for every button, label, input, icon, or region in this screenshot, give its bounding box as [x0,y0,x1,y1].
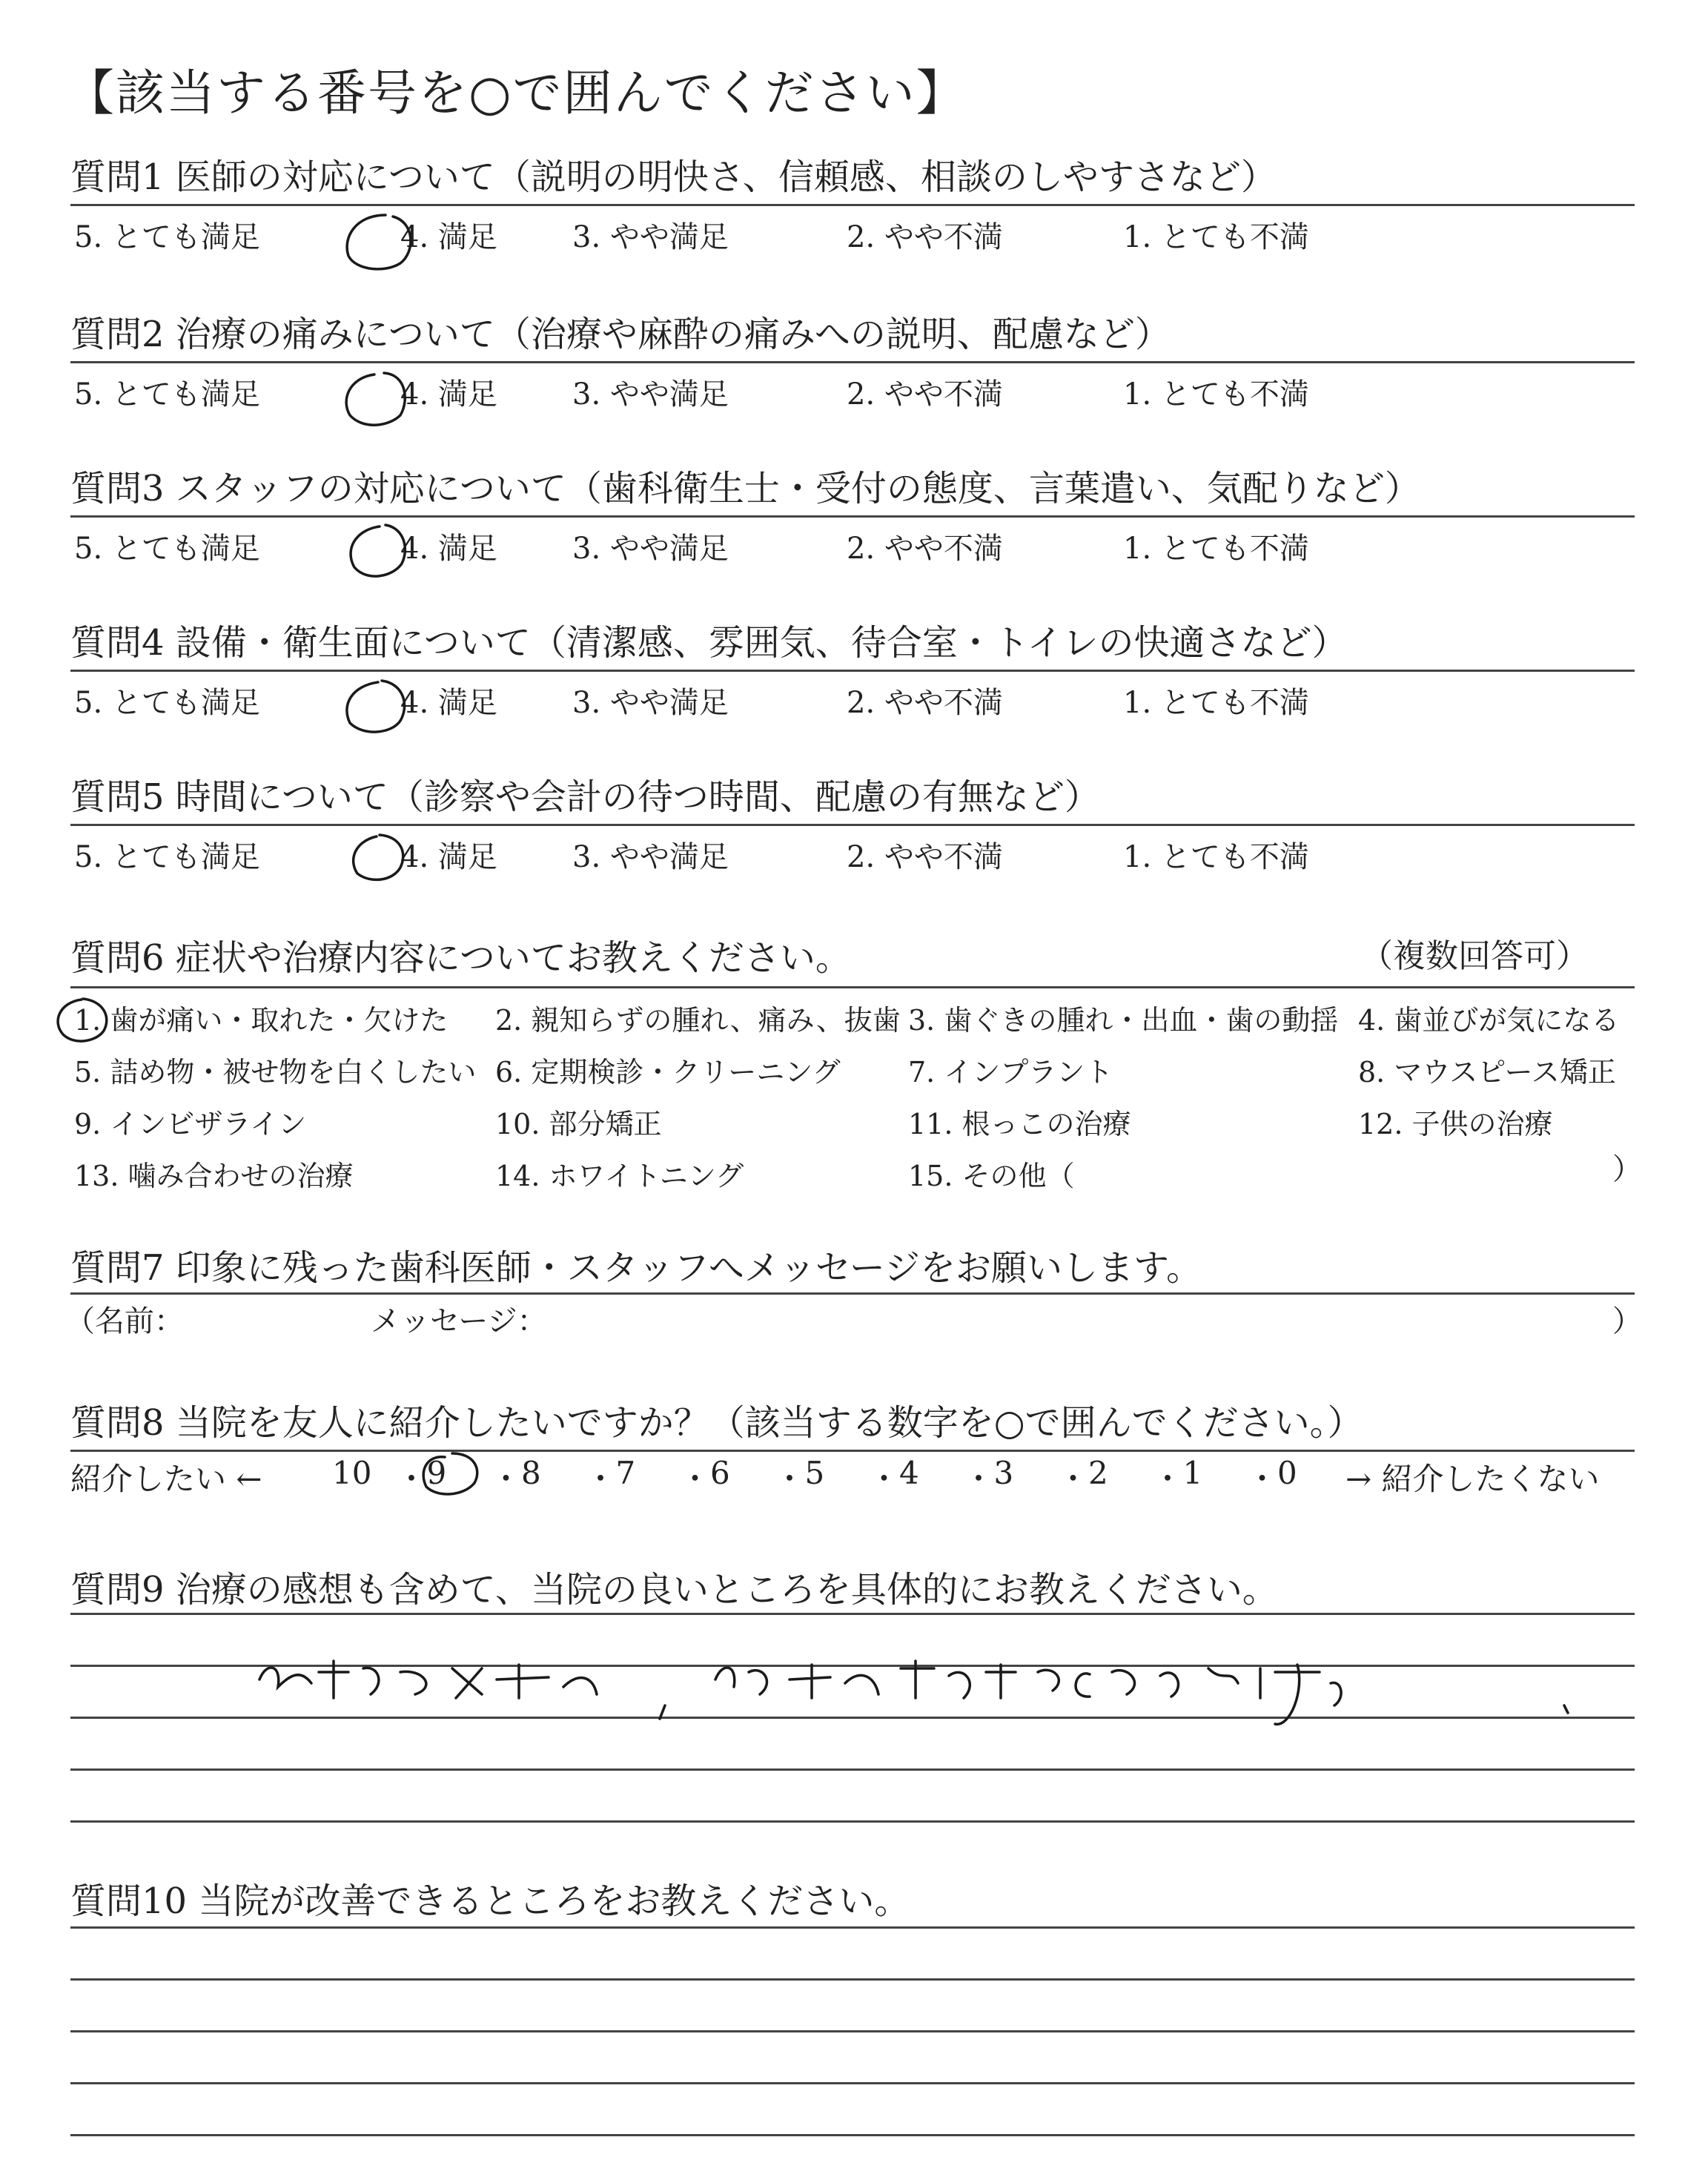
q8-separator-dot: ・ [585,1461,617,1497]
q5-option-very-dissatisfied[interactable]: 1. とても不満 [1123,840,1309,874]
q6-close-paren: ） [1612,1152,1642,1186]
q8-separator-dot: ・ [868,1461,900,1497]
q2-option-very-satisfied[interactable]: 5. とても満足 [74,377,260,412]
q7-title: 質問7 印象に残った歯科医師・スタッフへメッセージをお願いします。 [70,1247,1202,1289]
q3-option-satisfied[interactable]: 4. 満足 [400,532,497,566]
q2-option-satisfied[interactable]: 4. 満足 [400,377,497,412]
q6-option-14[interactable]: 14. ホワイトニング [495,1160,744,1192]
circle-mark-q5 [354,835,403,879]
q3-option-somewhat-dissatisfied[interactable]: 2. やや不満 [847,532,1003,566]
q4-option-very-dissatisfied[interactable]: 1. とても不満 [1123,686,1309,720]
q6-option-6[interactable]: 6. 定期検診・クリーニング [495,1056,841,1089]
q8-separator-dot: ・ [1057,1461,1089,1497]
q1-option-somewhat-dissatisfied[interactable]: 2. やや不満 [847,220,1003,254]
q3-option-very-dissatisfied[interactable]: 1. とても不満 [1123,532,1309,566]
q8-separator-dot: ・ [490,1461,522,1497]
q6-option-11[interactable]: 11. 根っこの治療 [908,1108,1131,1140]
q5-option-satisfied[interactable]: 4. 満足 [400,840,497,874]
q1-option-satisfied[interactable]: 4. 満足 [400,220,497,254]
circle-mark-q3 [351,525,405,576]
q8-separator-dot: ・ [396,1461,428,1497]
q4-option-somewhat-satisfied[interactable]: 3. やや満足 [572,686,729,720]
q10-title: 質問10 当院が改善できるところをお教えください。 [70,1880,910,1922]
q8-score-6[interactable]: 6 [710,1455,730,1491]
q4-option-satisfied[interactable]: 4. 満足 [400,686,497,720]
q8-score-4[interactable]: 4 [899,1455,919,1491]
q1-option-somewhat-satisfied[interactable]: 3. やや満足 [572,220,729,254]
q8-score-0[interactable]: 0 [1277,1455,1297,1491]
q7-message-label[interactable]: メッセージ： [371,1304,547,1338]
q4-title: 質問4 設備・衛生面について（清潔感、雰囲気、待合室・トイレの快適さなど） [70,622,1348,664]
q1-title: 質問1 医師の対応について（説明の明快さ、信頼感、相談のしやすさなど） [70,156,1277,198]
q5-option-very-satisfied[interactable]: 5. とても満足 [74,840,260,874]
q8-separator-dot: ・ [1246,1461,1278,1497]
q8-title: 質問8 当院を友人に紹介したいですか？（該当する数字を○で囲んでください。） [70,1402,1363,1444]
q4-option-very-satisfied[interactable]: 5. とても満足 [74,686,260,720]
q5-option-somewhat-dissatisfied[interactable]: 2. やや不満 [847,840,1003,874]
q8-score-1[interactable]: 1 [1182,1455,1203,1491]
q2-option-somewhat-satisfied[interactable]: 3. やや満足 [572,377,729,412]
q8-separator-dot: ・ [963,1461,995,1497]
q8-left-label: 紹介したい ← [70,1461,262,1497]
q6-option-7[interactable]: 7. インプラント [908,1056,1113,1089]
q5-option-somewhat-satisfied[interactable]: 3. やや満足 [572,840,729,874]
q3-option-somewhat-satisfied[interactable]: 3. やや満足 [572,532,729,566]
q8-score-8[interactable]: 8 [521,1455,541,1491]
q6-option-12[interactable]: 12. 子供の治療 [1358,1108,1553,1140]
q4-option-somewhat-dissatisfied[interactable]: 2. やや不満 [847,686,1003,720]
q8-separator-dot: ・ [774,1461,806,1497]
circle-mark-q8 [423,1453,477,1494]
q6-option-10[interactable]: 10. 部分矯正 [495,1108,662,1140]
circle-mark-q1 [347,215,411,269]
q8-score-3[interactable]: 3 [993,1455,1014,1491]
circle-mark-q4 [347,681,405,732]
q1-option-very-dissatisfied[interactable]: 1. とても不満 [1123,220,1309,254]
handwriting-stroke [259,1661,597,1698]
handwriting-comma [660,1705,665,1719]
q6-option-5[interactable]: 5. 詰め物・被せ物を白くしたい [74,1056,477,1089]
q6-note: （複数回答可） [1360,937,1589,975]
q8-score-9[interactable]: 9 [426,1455,447,1491]
q5-title: 質問5 時間について（診察や会計の待つ時間、配慮の有無など） [70,776,1100,818]
q6-option-3[interactable]: 3. 歯ぐきの腫れ・出血・歯の動揺 [908,1004,1339,1037]
q2-title: 質問2 治療の痛みについて（治療や麻酔の痛みへの説明、配慮など） [70,314,1171,355]
circle-mark-q6 [58,999,107,1041]
q6-option-8[interactable]: 8. マウスピース矯正 [1358,1056,1616,1089]
q2-option-somewhat-dissatisfied[interactable]: 2. やや不満 [847,377,1003,412]
q8-score-7[interactable]: 7 [615,1455,636,1491]
q9-title: 質問9 治療の感想も含めて、当院の良いところを具体的にお教えください。 [70,1569,1278,1611]
q6-option-15[interactable]: 15. その他（ [908,1160,1075,1192]
q7-name-label[interactable]: （名前： [65,1304,184,1338]
q6-option-4[interactable]: 4. 歯並びが気になる [1358,1004,1620,1037]
q8-score-10[interactable]: 10 [332,1455,372,1491]
q6-option-13[interactable]: 13. 噛み合わせの治療 [74,1160,354,1192]
form-title: 【該当する番号を○で囲んでください】 [65,65,967,122]
q1-option-very-satisfied[interactable]: 5. とても満足 [74,220,260,254]
q6-option-1[interactable]: 1. 歯が痛い・取れた・欠けた [74,1004,448,1037]
q6-option-9[interactable]: 9. インビザライン [74,1108,307,1140]
q6-title: 質問6 症状や治療内容についてお教えください。 [70,937,851,979]
q8-score-2[interactable]: 2 [1088,1455,1108,1491]
q2-option-very-dissatisfied[interactable]: 1. とても不満 [1123,377,1309,412]
q8-separator-dot: ・ [1152,1461,1184,1497]
q8-separator-dot: ・ [679,1461,711,1497]
q7-close-paren: ） [1612,1304,1642,1338]
q3-title: 質問3 スタッフの対応について（歯科衛生士・受付の態度、言葉遣い、気配りなど） [70,468,1420,509]
q3-option-very-satisfied[interactable]: 5. とても満足 [74,532,260,566]
q8-score-5[interactable]: 5 [804,1455,825,1491]
q6-option-2[interactable]: 2. 親知らずの腫れ、痛み、抜歯 [495,1004,901,1037]
q8-right-label: → 紹介したくない [1345,1461,1600,1497]
circle-mark-q2 [346,373,405,425]
handwriting-stroke-2 [715,1661,1568,1724]
